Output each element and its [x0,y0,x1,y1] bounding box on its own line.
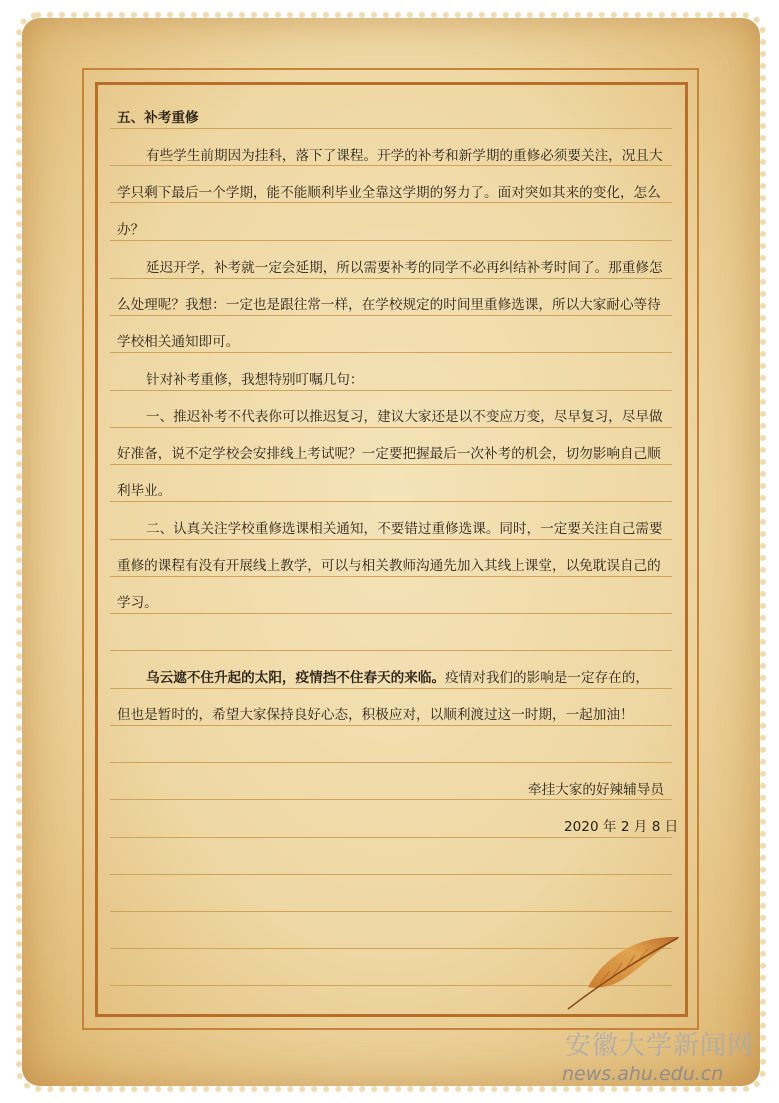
paragraph-line: 一、推迟补考不代表你可以推迟复习，建议大家还是以不变应万变，尽早复习，尽早做 [146,409,663,425]
paragraph-line: 延迟开学，补考就一定会延期，所以需要补考的同学不必再纠结补考时间了。那重修怎 [146,260,663,276]
rule-line [110,688,672,689]
rule-line [110,165,672,166]
rule-line [110,650,672,651]
rule-line [110,911,672,912]
rule-line [110,539,672,540]
section-heading: 五、补考重修 [117,110,199,126]
watermark-url: news.ahu.edu.cn [562,1063,724,1085]
rule-line [110,427,672,428]
paragraph-line: 学只剩下最后一个学期，能不能顺利毕业全靠这学期的努力了。面对突如其来的变化，怎么 [117,185,661,201]
paragraph-line: 针对补考重修，我想特别叮嘱几句： [146,372,364,388]
paragraph-line: 么处理呢？我想：一定也是跟往常一样，在学校规定的时间里重修选课，所以大家耐心等待 [117,297,661,313]
paragraph-line: 但也是暂时的，希望大家保持良好心态，积极应对，以顺利渡过这一时期，一起加油！ [117,707,634,723]
feather-quill-icon [560,925,685,1015]
rule-line [110,278,672,279]
closing-rest: 疫情对我们的影响是一定存在的， [445,670,649,686]
signature-author: 牵挂大家的好辣辅导员 [528,782,664,798]
closing-line [146,666,694,686]
paragraph-line: 学习。 [117,595,158,611]
paragraph-line: 有些学生前期因为挂科，落下了课程。开学的补考和新学期的重修必须要关注，况且大 [146,148,663,164]
rule-line [110,837,672,838]
rule-line [110,202,672,203]
paragraph-line: 办？ [117,222,145,238]
rule-line [110,799,672,800]
rule-line [110,352,672,353]
rule-line [110,464,672,465]
rule-line [110,762,672,763]
rule-line [110,874,672,875]
rule-line [110,725,672,726]
rule-line [110,576,672,577]
paragraph-line: 重修的课程有没有开展线上教学，可以与相关教师沟通先加入其线上课堂，以免耽误自己的 [117,558,661,574]
rule-line [110,501,672,502]
rule-line [110,613,672,614]
rule-line [110,315,672,316]
paragraph-line: 二、认真关注学校重修选课相关通知，不要错过重修选课。同时，一定要关注自己需要 [146,521,663,537]
paragraph-line: 利毕业。 [117,483,172,499]
watermark-site-name: 安徽大学新闻网 [565,1031,755,1061]
paragraph-line: 好准备，说不定学校会安排线上考试呢？一定要把握最后一次补考的机会，切勿影响自己顺 [117,446,661,462]
rule-line [110,240,672,241]
paragraph-line: 学校相关通知即可。 [117,334,240,350]
rule-line [110,128,672,129]
closing-emphasis: 乌云遮不住升起的太阳，疫情挡不住春天的来临。 [146,670,446,686]
rule-line [110,390,672,391]
signature-date: 2020 年 2 月 8 日 [564,819,679,835]
